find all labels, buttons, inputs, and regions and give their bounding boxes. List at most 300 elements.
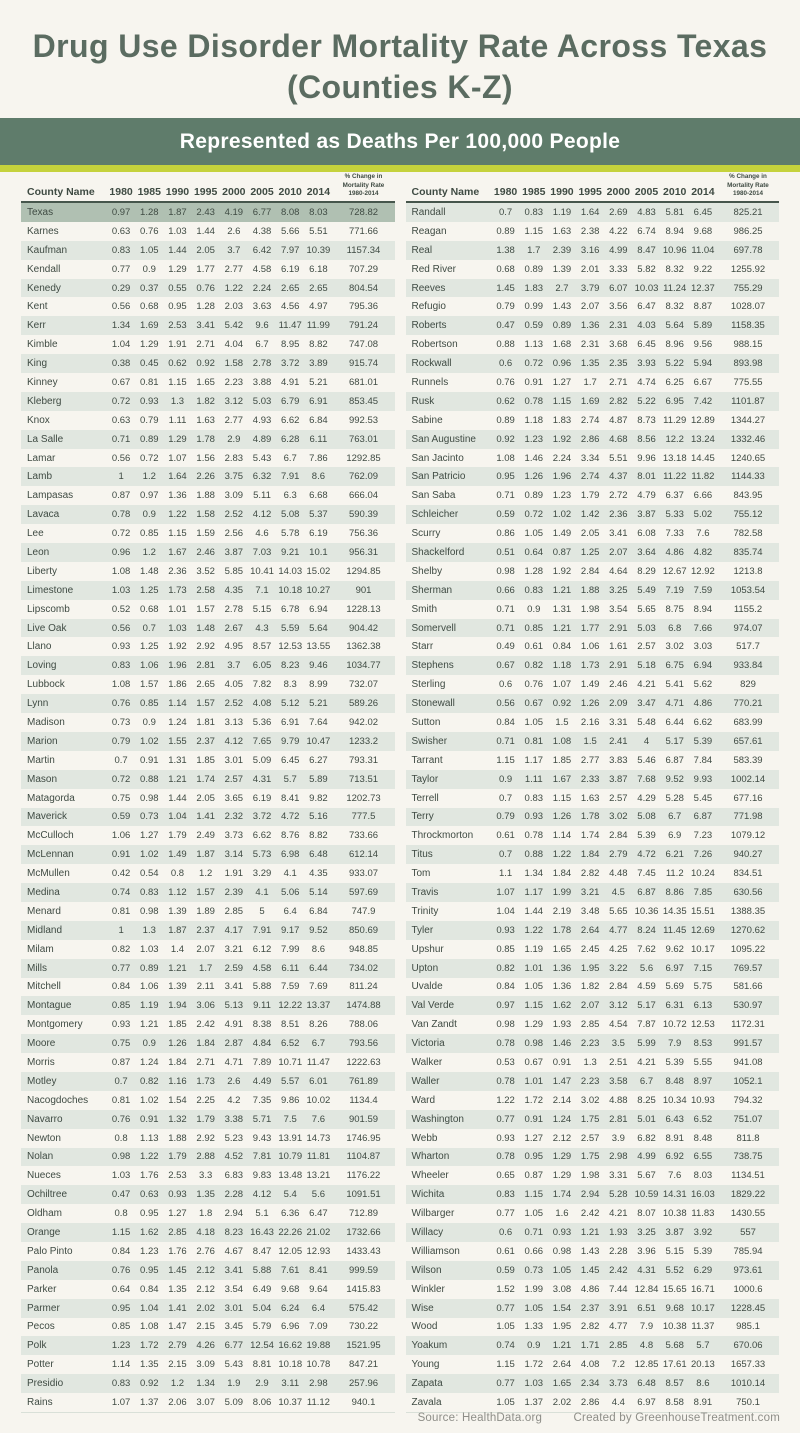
value-cell: 2.26: [196, 471, 215, 483]
value-cell: 0.8: [170, 868, 185, 880]
value-cell: 0.78: [111, 509, 131, 521]
value-cell: 1.74: [580, 830, 600, 842]
value-cell: 1.52: [496, 1283, 515, 1295]
value-cell: 2.87: [224, 1038, 244, 1050]
value-cell: 1.05: [524, 1208, 544, 1220]
county-cell: Williamson: [411, 1245, 460, 1257]
value-cell: 4.5: [611, 887, 625, 898]
value-cell: 2.92: [196, 641, 215, 653]
value-cell: 3.41: [609, 528, 628, 540]
value-cell: 4.86: [693, 698, 713, 710]
value-cell: 1.03: [168, 225, 187, 237]
value-cell: 12.93: [306, 1245, 331, 1257]
value-cell: 1.18: [524, 414, 544, 426]
table-row: [21, 656, 395, 675]
table-row: [406, 864, 780, 883]
value-cell: 0.68: [140, 301, 159, 313]
value-cell: 0.76: [140, 225, 159, 237]
value-cell: 6.97: [637, 1397, 656, 1409]
value-cell: 10.24: [691, 868, 715, 880]
value-cell: 0.84: [496, 981, 515, 993]
value-cell: 1.21: [552, 584, 572, 596]
value-cell: 5.14: [309, 887, 328, 898]
value-cell: 8.82: [309, 830, 328, 842]
value-cell: 1.03: [524, 1378, 544, 1390]
pct-change-cell: 770.21: [733, 698, 763, 710]
value-cell: 1.21: [168, 773, 187, 785]
value-cell: 0.89: [140, 962, 159, 974]
value-cell: 2.31: [580, 339, 600, 351]
value-cell: 0.9: [527, 603, 541, 615]
value-cell: 2.42: [609, 1264, 628, 1276]
value-cell: 1.87: [196, 849, 215, 861]
value-cell: 1.34: [524, 868, 544, 880]
value-cell: 6.98: [280, 849, 300, 861]
value-cell: 4.8: [639, 1340, 654, 1352]
value-cell: 0.61: [496, 830, 515, 842]
value-cell: 2.37: [580, 1302, 600, 1314]
value-cell: 6.08: [637, 528, 656, 540]
value-cell: 1.34: [196, 1378, 215, 1390]
value-cell: 3.89: [309, 358, 328, 370]
pct-change-cell: 1829.22: [730, 1189, 766, 1201]
pct-change-cell: 973.61: [733, 1264, 763, 1276]
county-cell: Palo Pinto: [27, 1245, 73, 1257]
value-cell: 3.73: [609, 1378, 628, 1390]
value-cell: 1.9: [227, 1378, 241, 1390]
value-cell: 1.39: [168, 981, 187, 993]
value-cell: 0.83: [111, 660, 131, 672]
value-cell: 7.45: [637, 868, 656, 880]
value-cell: 3.87: [637, 509, 656, 521]
value-cell: 2.84: [609, 981, 628, 993]
value-cell: 8.6: [696, 1378, 710, 1390]
county-cell: San Augustine: [411, 433, 476, 445]
pct-change-cell: 713.51: [348, 773, 379, 785]
county-cell: Webb: [411, 1132, 438, 1144]
value-cell: 0.85: [140, 528, 159, 540]
value-cell: 5.59: [280, 622, 300, 634]
table-row: [21, 505, 395, 524]
value-cell: 6.83: [224, 1170, 244, 1182]
county-cell: Nueces: [27, 1170, 61, 1182]
column-header-year: 2010: [278, 186, 302, 198]
value-cell: 0.71: [496, 603, 515, 615]
value-cell: 0.84: [111, 981, 131, 993]
value-cell: 6.47: [637, 301, 656, 313]
value-cell: 1.49: [580, 679, 600, 691]
value-cell: 3.7: [227, 244, 241, 256]
value-cell: 5.28: [609, 1189, 628, 1201]
value-cell: 0.97: [496, 1000, 515, 1012]
table-row: [21, 524, 395, 543]
county-cell: Kaufman: [27, 244, 68, 256]
county-cell: Walker: [411, 1057, 443, 1069]
value-cell: 3.22: [609, 962, 628, 974]
value-cell: 5.15: [665, 1245, 684, 1257]
value-cell: 2.71: [609, 376, 628, 388]
pct-change-cell: 583.39: [733, 754, 763, 766]
value-cell: 3.12: [224, 395, 244, 407]
value-cell: 3.16: [580, 244, 600, 256]
value-cell: 2.36: [168, 565, 187, 577]
table-row: [406, 222, 780, 241]
county-cell: San Jacinto: [411, 452, 464, 464]
value-cell: 2.64: [580, 924, 600, 936]
value-cell: 8.81: [252, 1359, 272, 1371]
value-cell: 0.6: [498, 679, 513, 691]
value-cell: 1.35: [168, 1283, 187, 1295]
value-cell: 3.47: [637, 698, 656, 710]
table-row: [21, 978, 395, 997]
value-cell: 1.93: [609, 1227, 628, 1239]
value-cell: 13.91: [278, 1132, 303, 1144]
county-cell: Morris: [27, 1057, 55, 1069]
pct-change-cell: 793.31: [348, 754, 379, 766]
value-cell: 1.57: [196, 698, 215, 710]
value-cell: 5.4: [283, 1189, 297, 1201]
value-cell: 6.66: [693, 490, 713, 502]
value-cell: 5.17: [665, 735, 684, 747]
value-cell: 1.22: [224, 282, 244, 294]
value-cell: 6.37: [665, 490, 684, 502]
value-cell: 8.06: [252, 1397, 272, 1409]
pct-change-cell: 1270.62: [730, 924, 766, 936]
value-cell: 0.83: [524, 206, 544, 218]
value-cell: 2.53: [168, 320, 187, 332]
value-cell: 7.62: [637, 943, 656, 955]
value-cell: 4.08: [252, 698, 272, 710]
value-cell: 1.7: [199, 962, 213, 974]
value-cell: 10.72: [662, 1019, 687, 1031]
value-cell: 1.91: [168, 339, 187, 351]
table-row: [406, 279, 780, 298]
value-cell: 6.43: [665, 1113, 684, 1125]
value-cell: 1.62: [552, 1000, 572, 1012]
value-cell: 0.67: [111, 376, 131, 388]
value-cell: 0.92: [196, 358, 215, 370]
value-cell: 8.56: [637, 433, 656, 445]
table-header-row: [406, 173, 780, 203]
value-cell: 1.89: [196, 905, 215, 917]
county-cell: Madison: [27, 716, 65, 728]
pct-change-cell: 589.26: [348, 698, 379, 710]
value-cell: 4.86: [580, 1283, 600, 1295]
value-cell: 2.57: [580, 1132, 600, 1144]
value-cell: 1.2: [142, 546, 156, 558]
value-cell: 5.22: [637, 395, 656, 407]
pct-change-cell: 712.89: [348, 1208, 379, 1220]
value-cell: 2.43: [196, 206, 215, 218]
value-cell: 8.96: [665, 339, 684, 351]
table-row: [406, 1223, 780, 1242]
value-cell: 3.48: [580, 905, 600, 917]
value-cell: 5.08: [280, 509, 300, 521]
value-cell: 0.66: [496, 584, 515, 596]
pct-change-cell: 843.95: [733, 490, 763, 502]
value-cell: 6.74: [637, 225, 656, 237]
value-cell: 2.42: [580, 1208, 600, 1220]
value-cell: 4.19: [224, 206, 244, 218]
value-cell: 5.75: [693, 981, 713, 993]
county-cell: Tom: [411, 868, 431, 880]
value-cell: 5.51: [309, 225, 328, 237]
value-cell: 4.4: [611, 1397, 625, 1409]
value-cell: 1.78: [196, 433, 215, 445]
county-cell: Wichita: [411, 1189, 445, 1201]
value-cell: 1.1: [498, 868, 513, 880]
value-cell: 7.61: [280, 1264, 300, 1276]
value-cell: 3.56: [609, 301, 628, 313]
value-cell: 6.77: [224, 1340, 244, 1352]
value-cell: 0.83: [111, 1378, 131, 1390]
value-cell: 5.79: [252, 1321, 272, 1333]
pct-change-cell: 733.66: [348, 830, 379, 842]
value-cell: 6.7: [639, 1075, 654, 1087]
value-cell: 0.79: [496, 301, 515, 313]
value-cell: 1.06: [111, 830, 131, 842]
county-cell: Lynn: [27, 698, 49, 710]
value-cell: 1.15: [496, 1359, 515, 1371]
table-row: [21, 1091, 395, 1110]
pct-change-cell: 804.54: [348, 282, 379, 294]
value-cell: 8.94: [665, 225, 684, 237]
value-cell: 0.98: [496, 565, 515, 577]
value-cell: 10.71: [278, 1057, 303, 1069]
pct-change-cell: 991.57: [733, 1038, 763, 1050]
table-row: [21, 789, 395, 808]
table-row: [21, 581, 395, 600]
table-row: [21, 1166, 395, 1185]
value-cell: 1.01: [168, 603, 187, 615]
county-cell: Pecos: [27, 1321, 55, 1333]
value-cell: 1.03: [111, 1170, 131, 1182]
value-cell: 5.64: [309, 622, 328, 634]
value-cell: 14.31: [662, 1189, 687, 1201]
value-cell: 1.02: [140, 849, 159, 861]
value-cell: 2.77: [224, 414, 244, 426]
pct-change-cell: 835.74: [733, 546, 763, 558]
county-cell: Live Oak: [27, 622, 67, 634]
value-cell: 3.7: [227, 660, 241, 672]
value-cell: 1.36: [580, 320, 600, 332]
pct-change-cell: 1732.66: [346, 1227, 381, 1239]
value-cell: 8.26: [309, 1019, 328, 1031]
county-cell: Knox: [27, 414, 50, 426]
value-cell: 8.3: [283, 679, 297, 691]
value-cell: 6.7: [668, 811, 682, 823]
table-row: [406, 392, 780, 411]
value-cell: 1.21: [580, 1227, 600, 1239]
value-cell: 5.64: [665, 320, 684, 332]
value-cell: 0.83: [140, 887, 159, 898]
value-cell: 1.19: [552, 206, 572, 218]
value-cell: 0.78: [496, 1075, 515, 1087]
subtitle-banner: [0, 118, 800, 165]
value-cell: 2.05: [196, 244, 215, 256]
value-cell: 7.42: [693, 395, 713, 407]
pct-change-cell: 893.98: [733, 358, 763, 370]
value-cell: 6.96: [280, 1321, 300, 1333]
value-cell: 0.84: [140, 1283, 159, 1295]
value-cell: 12.53: [691, 1019, 715, 1031]
table-row: [406, 581, 780, 600]
value-cell: 1.46: [524, 452, 544, 464]
pct-change-cell: 747.08: [348, 339, 379, 351]
table-row: [21, 1015, 395, 1034]
value-cell: 4.48: [609, 868, 628, 880]
value-cell: 1.67: [168, 546, 187, 558]
value-cell: 1.48: [196, 622, 215, 634]
value-cell: 5.39: [693, 1245, 713, 1257]
value-cell: 11.04: [691, 244, 715, 256]
county-cell: Starr: [411, 641, 434, 653]
table-row: [406, 543, 780, 562]
value-cell: 0.7: [498, 792, 513, 804]
value-cell: 2.94: [224, 1208, 244, 1220]
value-cell: 8.41: [280, 792, 300, 804]
pct-change-cell: 794.32: [733, 1094, 763, 1106]
value-cell: 9.96: [637, 452, 656, 464]
value-cell: 0.95: [168, 301, 187, 313]
county-cell: Newton: [27, 1132, 61, 1144]
value-cell: 1.5: [555, 716, 569, 728]
value-cell: 3.63: [252, 301, 272, 313]
value-cell: 6.91: [309, 395, 328, 407]
county-cell: Washington: [411, 1113, 464, 1125]
value-cell: 1.37: [524, 1397, 544, 1409]
value-cell: 5.43: [252, 452, 272, 464]
value-cell: 1.13: [140, 1132, 159, 1144]
county-cell: Zapata: [411, 1378, 443, 1390]
value-cell: 1.69: [580, 395, 600, 407]
county-cell: Roberts: [411, 320, 447, 332]
counties-table-left: [21, 173, 395, 1413]
value-cell: 2.82: [580, 1321, 600, 1333]
value-cell: 0.68: [496, 263, 515, 275]
value-cell: 2.88: [196, 1151, 215, 1163]
value-cell: 0.82: [111, 943, 131, 955]
value-cell: 0.6: [498, 358, 513, 370]
column-header-year: 2000: [222, 186, 246, 198]
table-row: [21, 808, 395, 827]
value-cell: 1.23: [524, 433, 544, 445]
table-row: [21, 203, 395, 222]
pct-change-cell: 1240.65: [730, 452, 766, 464]
value-cell: 6.77: [252, 206, 272, 218]
value-cell: 4.31: [637, 1264, 656, 1276]
value-cell: 2.98: [309, 1378, 328, 1390]
value-cell: 1.92: [168, 641, 187, 653]
value-cell: 2.37: [196, 735, 215, 747]
value-cell: 11.47: [306, 1057, 330, 1069]
pct-change-cell: 904.42: [348, 622, 379, 634]
county-cell: Nolan: [27, 1151, 54, 1163]
value-cell: 1.99: [552, 887, 572, 898]
table-row: [406, 373, 780, 392]
value-cell: 1.24: [140, 1057, 159, 1069]
value-cell: 1.75: [580, 1151, 600, 1163]
county-cell: Trinity: [411, 905, 439, 917]
value-cell: 1.72: [524, 1094, 544, 1106]
table-row: [406, 1072, 780, 1091]
value-cell: 1.2: [199, 868, 213, 880]
value-cell: 13.24: [691, 433, 715, 445]
value-cell: 2.28: [224, 1189, 244, 1201]
county-cell: Swisher: [411, 735, 448, 747]
value-cell: 2.23: [580, 1075, 600, 1087]
table-row: [21, 335, 395, 354]
value-cell: 6.7: [283, 452, 297, 464]
county-cell: Sutton: [411, 716, 441, 728]
table-row: [21, 902, 395, 921]
table-row: [406, 562, 780, 581]
value-cell: 0.47: [111, 1189, 131, 1201]
value-cell: 2.52: [224, 509, 244, 521]
value-cell: 3.25: [609, 584, 628, 596]
value-cell: 11.2: [665, 868, 684, 880]
value-cell: 8.76: [280, 830, 300, 842]
value-cell: 9.83: [252, 1170, 272, 1182]
pct-change-cell: 942.02: [348, 716, 379, 728]
value-cell: 0.71: [524, 1227, 544, 1239]
value-cell: 4.97: [309, 301, 328, 313]
value-cell: 4.17: [224, 924, 244, 936]
value-cell: 16.71: [691, 1283, 715, 1295]
table-row: [406, 1280, 780, 1299]
value-cell: 5.6: [311, 1189, 326, 1201]
table-row: [21, 959, 395, 978]
value-cell: 5.04: [252, 1302, 272, 1314]
value-cell: 3.21: [224, 943, 244, 955]
value-cell: 0.78: [496, 1038, 515, 1050]
value-cell: 7.23: [693, 830, 713, 842]
value-cell: 10.37: [278, 1397, 303, 1409]
county-cell: Montague: [27, 1000, 72, 1012]
value-cell: 0.77: [111, 263, 131, 275]
county-cell: Kendall: [27, 263, 61, 275]
value-cell: 0.72: [140, 452, 159, 464]
value-cell: 2.42: [196, 1019, 215, 1031]
value-cell: 2.37: [196, 924, 215, 936]
value-cell: 0.61: [496, 1245, 515, 1257]
value-cell: 4.12: [224, 735, 244, 747]
value-cell: 1.49: [552, 528, 572, 540]
value-cell: 4.08: [580, 1359, 600, 1371]
value-cell: 6.31: [665, 1000, 684, 1012]
value-cell: 10.17: [691, 1302, 715, 1314]
value-cell: 0.52: [111, 603, 131, 615]
value-cell: 0.6: [498, 1227, 513, 1239]
value-cell: 13.55: [306, 641, 331, 653]
value-cell: 1.82: [196, 395, 215, 407]
value-cell: 2.58: [196, 584, 215, 596]
value-cell: 10.41: [250, 565, 274, 577]
value-cell: 1.02: [140, 1094, 159, 1106]
value-cell: 9.17: [280, 924, 300, 936]
value-cell: 2.05: [196, 792, 215, 804]
value-cell: 1.44: [524, 905, 544, 917]
table-row: [21, 694, 395, 713]
county-cell: Karnes: [27, 225, 59, 237]
value-cell: 9.52: [309, 924, 328, 936]
value-cell: 7.33: [665, 528, 684, 540]
value-cell: 1.04: [111, 339, 131, 351]
table-row: [21, 467, 395, 486]
value-cell: 19.88: [306, 1340, 331, 1352]
value-cell: 4.38: [252, 225, 272, 237]
pct-change-cell: 1521.95: [346, 1340, 381, 1352]
